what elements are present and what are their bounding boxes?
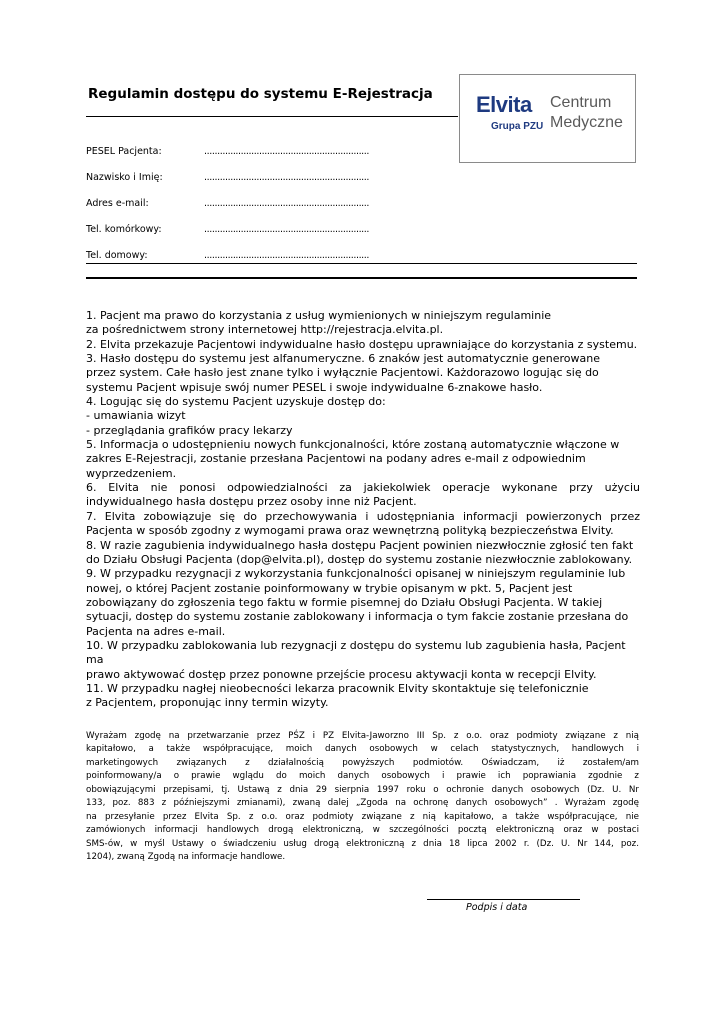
rule-line: systemu Pacjent wpisuje swój numer PESEL i swoje indywidualne 6-znakowe hasło.: [86, 380, 543, 394]
rule-line: 7. Elvita zobowiązuje się do przechowywania i udostępniania informacji powierzonych przez: [86, 509, 640, 523]
consent-clause: [86, 730, 639, 865]
consent-line: Wyrażam zgodę na przetwarzanie przez PŚZ i PZ Elvita-Jaworzno III Sp. z o.o. oraz podmioty związane z nią: [86, 731, 639, 741]
rule-line: wyprzedzeniem.: [86, 466, 177, 480]
rule-line: przez system. Całe hasło jest znane tylko i wyłącznie Pacjentowi. Każdorazowo logując się do: [86, 366, 599, 380]
field-fill-line[interactable]: ...............................................................: [204, 198, 370, 209]
logo-centrum: Centrum: [550, 94, 612, 111]
page-title: Regulamin dostępu do systemu E-Rejestracja: [88, 86, 433, 102]
field-fill-line[interactable]: ...............................................................: [204, 250, 370, 261]
rule-line: do Działu Obsługi Pacjenta (dop@elvita.pl), dostęp do systemu zostanie niezwłocznie zablokowany.: [86, 552, 633, 566]
rule-line: nowej, o której Pacjent zostanie poinformowany w trybie opisanym w pkt. 5, Pacjent jest: [86, 581, 573, 595]
field-label: PESEL Pacjenta:: [86, 146, 162, 157]
elvita-logo: [459, 74, 636, 163]
rule-line: 10. W przypadku zablokowania lub rezygnacji z dostępu do systemu lub zagubienia hasła, Pacjent ma: [86, 638, 626, 667]
rule-line: 2. Elvita przekazuje Pacjentowi indywidualne hasło dostępu uprawniające do korzystania z systemu.: [86, 337, 638, 351]
rule-line: indywidualnego hasła dostępu przez osoby inne niż Pacjent.: [86, 495, 417, 509]
consent-line: na przesyłanie przez Elvita Sp. z o.o. oraz podmioty związane z nią kapitałowo, a także współpracujące, nie: [86, 811, 639, 822]
rule-line: 1. Pacjent ma prawo do korzystania z usług wymienionych w niniejszym regulaminie: [86, 309, 552, 322]
consent-line: 133, poz. 883 z późniejszymi zmianami), zwaną dalej „Zgoda na ochronę danych osobowych” . Wyrażam zgodę: [86, 798, 639, 809]
consent-line: poinformowany/a o prawie wglądu do moich danych osobowych i prawie ich poprawiania zgodnie z: [86, 771, 639, 782]
rule-line: Pacjenta w sposób zgodny z wymogami prawa oraz wewnętrzną polityką bezpieczeństwa Elvity.: [86, 524, 614, 538]
consent-line: marketingowych związanych z działalnością powyższych podmiotów. Oświadczam, iż zostałem/am: [86, 757, 639, 768]
field-label: Tel. domowy:: [86, 250, 148, 261]
rule-line: 11. W przypadku nagłej nieobecności lekarza pracownik Elvity skontaktuje się telefonicznie: [86, 681, 589, 695]
rule-line: 3. Hasło dostępu do systemu jest alfanumeryczne. 6 znaków jest automatycznie generowane: [86, 352, 600, 366]
consent-line: SMS-ów, w myśl Ustawy o świadczeniu usług drogą elektroniczną z dnia 18 lipca 2002 r. (Dz. U. Nr 144, poz.: [86, 838, 639, 849]
rule-line: z Pacjentem, proponując inny termin wizyty.: [86, 696, 329, 710]
field-label: Tel. komórkowy:: [86, 224, 162, 235]
rule-line: 9. W przypadku rezygnacji z wykorzystania funkcjonalności opisanej w niniejszym regulaminie lub: [86, 567, 626, 581]
form-divider-thin: [86, 263, 637, 264]
consent-line: obowiązującymi przepisami, tj. Ustawą z dnia 29 sierpnia 1997 roku o ochronie danych osobowych (Dz. U. Nr: [86, 784, 639, 795]
rule-line: 5. Informacja o udostępnieniu nowych funkcjonalności, które zostaną automatycznie włączone w: [86, 438, 620, 452]
field-fill-line[interactable]: ...............................................................: [204, 146, 370, 157]
rule-line: zobowiązany do zgłoszenia tego faktu w formie pisemnej do Działu Obsługi Pacjenta. W takiej: [86, 595, 603, 609]
logo-medyczne: Medyczne: [550, 114, 623, 131]
logo-group: Grupa PZU: [491, 121, 544, 132]
field-label: Adres e-mail:: [86, 198, 149, 209]
rule-line: Pacjenta na adres e-mail.: [86, 624, 226, 638]
consent-line: 1204), zwaną Zgodą na informacje handlowe.: [86, 852, 286, 863]
rule-line: 8. W razie zagubienia indywidualnego hasła dostępu Pacjent powinien niezwłocznie zgłosić ten fakt: [86, 538, 634, 552]
rule-line: sytuacji, dostęp do systemu zostanie zablokowany i informacja o tym fakcie zostanie przesłana do: [86, 610, 629, 624]
rule-line: zakres E-Rejestracji, zostanie przesłana Pacjentowi na podany adres e-mail z odpowiednim: [86, 452, 586, 466]
rules-list: [86, 309, 640, 711]
consent-line: zamówionych informacji handlowych drogą elektroniczną, w szczególności pocztą elektroniczną oraz w postaci: [86, 825, 639, 836]
field-fill-line[interactable]: ...............................................................: [204, 224, 370, 235]
rule-line: - umawiania wizyt: [86, 409, 186, 423]
signature-label: Podpis i data: [466, 902, 528, 913]
rule-line: za pośrednictwem strony internetowej http://rejestracja.elvita.pl.: [86, 323, 444, 337]
logo-brand: Elvita: [476, 92, 532, 117]
rule-line: - przeglądania grafików pracy lekarzy: [86, 423, 293, 437]
consent-line: kapitałowo, a także współpracujące, moich danych osobowych w celach statystycznych, handlowych i: [86, 744, 639, 755]
signature-line[interactable]: [427, 899, 580, 900]
title-divider: [86, 116, 458, 117]
form-divider-thick: [86, 277, 637, 279]
rule-line: prawo aktywować dostęp przez ponowne przejście procesu aktywacji konta w recepcji Elvity.: [86, 667, 597, 681]
field-label: Nazwisko i Imię:: [86, 172, 163, 183]
rule-line: 6. Elvita nie ponosi odpowiedzialności za jakiekolwiek operacje wykonane przy użyciu: [86, 481, 640, 495]
rule-line: 4. Logując się do systemu Pacjent uzyskuje dostęp do:: [86, 395, 386, 409]
field-fill-line[interactable]: ...............................................................: [204, 172, 370, 183]
